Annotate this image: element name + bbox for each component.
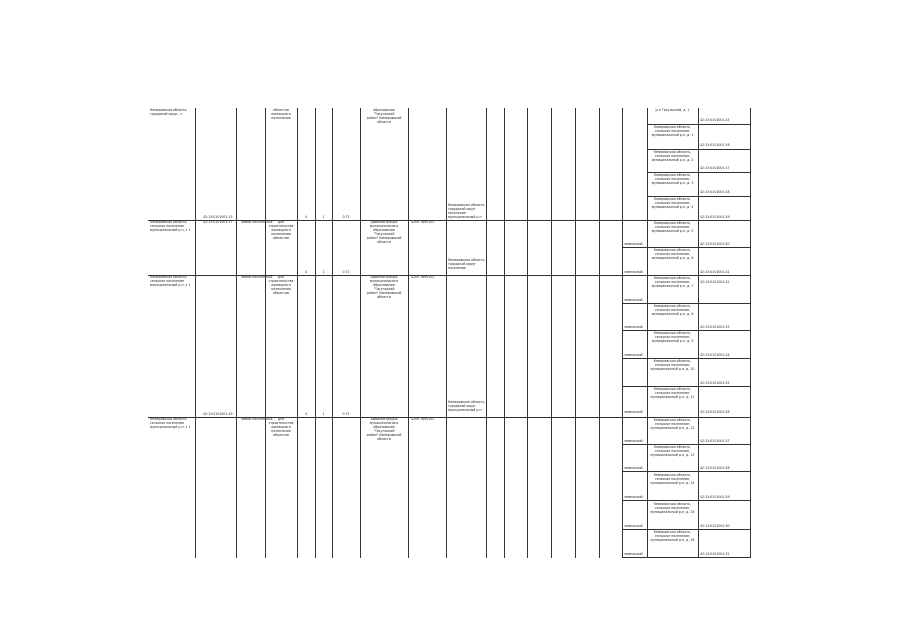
cell-cadastral: 42:13:0101001:15 [203, 215, 233, 219]
cell-address-note: Кемеровская область, городской округ муниципальный р-н [448, 400, 486, 412]
entry-label: земельный [624, 439, 643, 443]
cell-n1: 4 [304, 412, 308, 416]
cell-object: Кемеровская область, сельское поселение муниципальный р-н, з 1 [150, 220, 191, 232]
entry-address: Кемеровская область, сельское поселение, муниципальный р-н, д. 12 [650, 418, 695, 430]
grid-col-line [622, 108, 623, 558]
entry-address: Кемеровская область, сельское поселение, муниципальный р-н, д. 5 [651, 221, 694, 233]
cell-cadastral: 42:13:0101001:17 [203, 220, 233, 224]
entry-number: 42:13:0101001:18 [700, 190, 730, 194]
entry-address: Кемеровская область, сельское поселение, муниципальный р-н, д. 8 [651, 304, 694, 316]
grid-col-line [551, 108, 552, 558]
entry-number: 42:13:0101001:21 [700, 270, 730, 274]
entry-label: земельный [624, 524, 643, 528]
entry-number: 42:13:0101001:15 [700, 118, 730, 122]
cell-n2: 1 [322, 270, 325, 274]
cell-n3: 0.72 [342, 270, 350, 274]
entry-address: Кемеровская область, сельское поселение, муниципальный р-н, д. 1 [651, 125, 694, 137]
cell-n1: 4 [304, 270, 308, 274]
cell-n3: 0.72 [342, 412, 350, 416]
subrow-separator [622, 471, 750, 472]
entry-address: Кемеровская область, сельское поселение, муниципальный р-н, д. 7 [651, 276, 694, 288]
entry-label: земельный [624, 242, 643, 246]
cell-use: для строительства жилищного назначения объектов [268, 220, 294, 240]
grid-col-line [408, 108, 409, 558]
cell-object: Кемеровская область, сельское поселение муниципальный р-н, з 1 [150, 275, 191, 287]
cell-owner: Администрация муниципального образования "Тисульский район" Кемеровской области [366, 220, 402, 244]
cell-doc-no: 4209 7890102 [411, 417, 435, 421]
entry-number: 42:13:0101001:28 [700, 466, 730, 470]
grid-col-line [315, 108, 316, 558]
entry-number: 42:13:0101001:30 [700, 524, 730, 528]
entry-address: Кемеровская область, сельское поселение, муниципальный р-н, д. 13 [650, 445, 695, 457]
cell-object: Кемеровская область, городской округ, з [150, 108, 188, 116]
cell-n2: 1 [322, 215, 325, 219]
cell-owner: Администрация муниципального образования "Тисульский район" Кемеровской области [366, 275, 402, 299]
entry-label: земельный [624, 552, 643, 556]
grid-col-line [527, 108, 528, 558]
cell-n1: 4 [304, 215, 308, 219]
cell-category: земли населенных [241, 220, 273, 224]
cell-use: для строительства жилищного назначения объектов [268, 275, 294, 295]
cell-address-note: Кемеровская область, городской округ поселение муниципальный р-н [448, 203, 486, 219]
cell-category: земли населенных [241, 417, 273, 421]
entry-address: Кемеровская область, сельское поселение, муниципальный р-н, д. 6 [651, 248, 694, 260]
entry-number: 42:13:0101001:25 [700, 381, 730, 385]
entry-address: Кемеровская область, сельское поселение, муниципальный р-н, д. 3 [651, 173, 694, 185]
entry-address: Кемеровская область, сельское поселение, муниципальный р-н, д. 2 [651, 150, 694, 162]
entry-number: 42:13:0101001:16 [700, 143, 730, 147]
cell-owner: образования "Тисульский район" Кемеровской области [366, 108, 402, 124]
grid-col-line [332, 108, 333, 558]
entry-label: земельный [624, 270, 643, 274]
grid-col-line [504, 108, 505, 558]
entry-address: Кемеровская область, сельское поселение, муниципальный р-н, д. 9 [651, 331, 694, 343]
entry-address: Кемеровская область, сельское поселение, муниципальный р-н, д. 10 [650, 359, 695, 371]
entry-address: р-н Тисульский, д. 1 [655, 108, 690, 112]
subrow-separator [622, 557, 750, 558]
grid-col-line [360, 108, 361, 558]
grid-col-line [486, 108, 487, 558]
grid-col-line [446, 108, 447, 558]
entry-label: земельный [624, 325, 643, 329]
entry-number: 42:13:0101001:27 [700, 439, 730, 443]
grid-col-line [698, 108, 699, 558]
grid-col-line [750, 108, 751, 558]
grid-col-line [195, 108, 196, 558]
cell-use: для строительства жилищного назначения объектов [268, 417, 294, 437]
entry-label: земельный [624, 298, 643, 302]
cell-doc-no: 4209 7890102 [411, 220, 435, 224]
grid-col-line [236, 108, 237, 558]
entry-number: 42:13:0101001:26 [700, 410, 730, 414]
entry-address: Кемеровская область, сельское поселение, муниципальный р-н, д. 11 [650, 387, 695, 399]
cell-n3: 0.72 [342, 215, 350, 219]
entry-label: земельный [624, 353, 643, 357]
grid-col-line [297, 108, 298, 558]
grid-col-line [599, 108, 600, 558]
entry-number: 42:13:0101001:23 [700, 325, 730, 329]
grid-col-line [265, 108, 266, 558]
entry-number: 42:13:0101001:22 [700, 280, 730, 284]
entry-number: 42:13:0101001:29 [700, 495, 730, 499]
entry-address: Кемеровская область, сельское поселение, муниципальный р-н, д. 16 [650, 530, 695, 542]
cell-object: Кемеровская область, сельское поселение муниципальный р-н, з 1 [150, 417, 191, 429]
entry-label: земельный [624, 466, 643, 470]
entry-address: Кемеровская область, сельское поселение, муниципальный р-н, д. 14 [650, 473, 695, 485]
grid-col-line [575, 108, 576, 558]
entry-number: 42:13:0101001:24 [700, 353, 730, 357]
cell-owner: Администрация муниципального образования "Тисульский район" Кемеровской области [366, 417, 402, 441]
cell-address-note: Кемеровская область, городской округ поселение [448, 258, 486, 270]
entry-number: 42:13:0101001:20 [700, 242, 730, 246]
cell-use: объектов жилищного назначения [271, 108, 291, 120]
entry-address: Кемеровская область, сельское поселение, муниципальный р-н, д. 4 [651, 197, 694, 209]
entry-address: Кемеровская область, сельское поселение, муниципальный р-н, д. 15 [650, 502, 695, 514]
subrow-separator [622, 500, 750, 501]
entry-number: 42:13:0101001:31 [700, 552, 730, 556]
entry-label: земельный [624, 410, 643, 414]
cell-n2: 1 [322, 412, 325, 416]
cell-category: земли населенных [241, 275, 273, 279]
cell-doc-no: 4209 7890102 [411, 275, 435, 279]
entry-number: 42:13:0101001:17 [700, 166, 730, 170]
entry-label: земельный [624, 495, 643, 499]
cell-cadastral: 42:13:0101001:19 [203, 412, 233, 416]
entry-number: 42:13:0101001:19 [700, 215, 730, 219]
